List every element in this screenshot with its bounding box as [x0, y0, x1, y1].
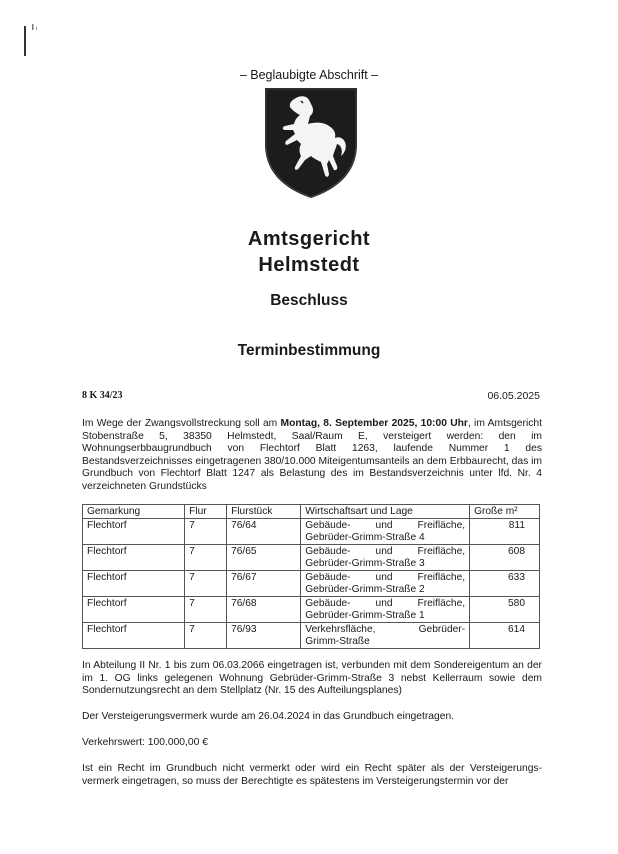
column-header-flur: Flur: [185, 505, 227, 519]
cell-gemarkung: Flechtorf: [83, 623, 185, 649]
auction-intro-paragraph: [82, 418, 542, 494]
cell-flur: 7: [185, 519, 227, 545]
auction-date: Montag, 8. September 2025, 10:00 Uhr: [280, 418, 468, 429]
recht-paragraph: Ist ein Recht im Grundbuch nicht vermerkt oder wird ein Recht später als der Versteigerungs-vermerk eingetragen, so muss der Berechtigte es spätestens im Versteigerungstermin vor der: [82, 763, 542, 787]
cell-lage-line2: Gebrüder-Grimm-Straße 1: [305, 609, 425, 621]
document-title: Terminbestimmung: [237, 342, 381, 359]
cell-gemarkung: Flechtorf: [83, 545, 185, 571]
cell-lage-line2: Grimm-Straße: [305, 635, 370, 647]
table-row: [83, 545, 540, 571]
cell-lage: [301, 623, 470, 649]
cell-lage: [301, 597, 470, 623]
cell-lage-line2: Gebrüder-Grimm-Straße 3: [305, 557, 425, 569]
cell-lage-line2: Gebrüder-Grimm-Straße 2: [305, 583, 425, 595]
scan-artifact-mark: [24, 22, 44, 62]
case-reference: 8 K 34/23: [82, 390, 123, 401]
cell-groesse: 608: [470, 545, 540, 571]
cell-gemarkung: Flechtorf: [83, 519, 185, 545]
column-header-gemarkung: Gemarkung: [83, 505, 185, 519]
table-row: [83, 519, 540, 545]
cell-flur: 7: [185, 545, 227, 571]
column-header-groesse: Große m²: [470, 505, 540, 519]
cell-lage: [301, 571, 470, 597]
cell-lage-line2: Gebrüder-Grimm-Straße 4: [305, 531, 425, 543]
cell-flurstueck: 76/68: [227, 597, 301, 623]
cell-flurstueck: 76/65: [227, 545, 301, 571]
parcel-table: [82, 504, 540, 649]
cell-lage-line1: Gebäude- und Freifläche,: [305, 598, 466, 609]
intro-text-after: , im Amtsgericht Stobenstraße 5, 38350 Helmstedt, Saal/Raum E, versteigert werden: den im Wohnungserbbaugrundbuch von Flechtorf Blatt 1263, laufende Nummer 1 des Bestandsverzeichnisses eingetragenen 380/10.000 Miteigentumsanteils an dem Erbbaurecht, das im Grundbuch von Flechtorf Blatt 1247 als Belastung des im Bestandsverzeichnis unter lfd. Nr. 4 verzeichneten Grundstücks: [82, 418, 542, 492]
cell-flurstueck: 76/67: [227, 571, 301, 597]
abteilung-paragraph: In Abteilung II Nr. 1 bis zum 06.03.2066 eingetragen ist, verbunden mit dem Sondereigentum an der im 1. OG links gelegenen Wohnung Gebrüder-Grimm-Straße 3 nebst Kellerraum sowie dem Sondernutzungsrecht an dem Stellplatz (Nr. 15 des Aufteilungsplanes): [82, 660, 542, 697]
cell-lage: [301, 545, 470, 571]
column-header-flurstueck: Flurstück: [227, 505, 301, 519]
table-row: [83, 597, 540, 623]
cell-lage-line1: Gebäude- und Freifläche,: [305, 546, 466, 557]
cell-groesse: 811: [470, 519, 540, 545]
certified-copy-label: – Beglaubigte Abschrift –: [239, 68, 379, 82]
cell-flurstueck: 76/93: [227, 623, 301, 649]
cell-lage-line1: Verkehrsfläche, Gebrüder-: [305, 624, 466, 635]
intro-text-before: Im Wege der Zwangsvollstreckung soll am: [82, 418, 281, 429]
lower-saxony-horse-crest-icon: [263, 86, 359, 200]
cell-flur: 7: [185, 597, 227, 623]
vermerk-paragraph: Der Versteigerungsvermerk wurde am 26.04.2024 in das Grundbuch eingetragen.: [82, 711, 455, 722]
court-name-line2: Helmstedt: [258, 254, 360, 276]
cell-flur: 7: [185, 571, 227, 597]
cell-lage-line1: Gebäude- und Freifläche,: [305, 572, 466, 583]
document-type: Beschluss: [270, 292, 348, 309]
cell-groesse: 580: [470, 597, 540, 623]
column-header-lage: Wirtschaftsart und Lage: [301, 505, 470, 519]
court-name: [0, 226, 618, 278]
court-name-line1: Amtsgericht: [247, 228, 371, 250]
cell-groesse: 614: [470, 623, 540, 649]
cell-flurstueck: 76/64: [227, 519, 301, 545]
cell-lage-line1: Gebäude- und Freifläche,: [305, 520, 466, 531]
cell-flur: 7: [185, 623, 227, 649]
parcel-table-header-row: [83, 505, 540, 519]
verkehrswert-paragraph: Verkehrswert: 100.000,00 €: [82, 737, 208, 748]
table-row: [83, 623, 540, 649]
cell-gemarkung: Flechtorf: [83, 571, 185, 597]
cell-groesse: 633: [470, 571, 540, 597]
cell-lage: [301, 519, 470, 545]
table-row: [83, 571, 540, 597]
cell-gemarkung: Flechtorf: [83, 597, 185, 623]
document-date: 06.05.2025: [487, 390, 540, 402]
